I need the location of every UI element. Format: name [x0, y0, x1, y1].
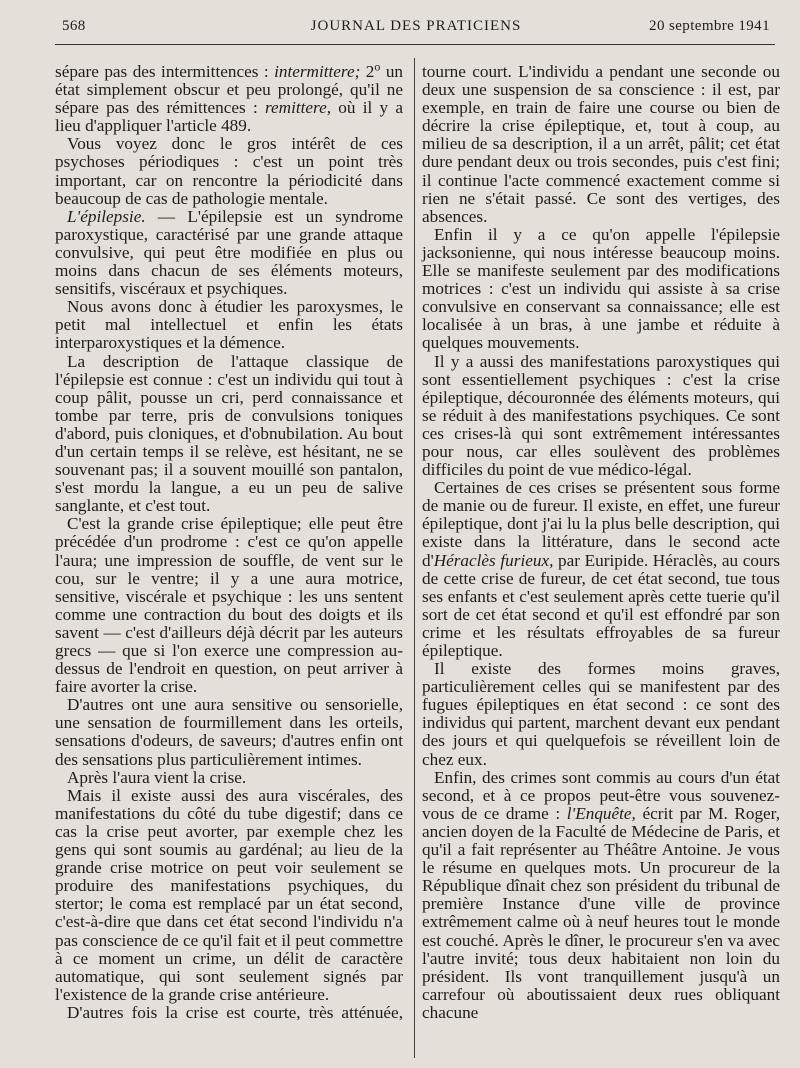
paragraph: Certaines de ces crises se présentent sous forme de manie ou de fureur. Il existe, en effet, une fureur épileptique, dont j'ai lu la plus belle description, qui existe dans la littérature, dans le second acte d'Héraclès furieux, par Euripide. Héraclès, au cours de cette crise de fureur, de cet état second, tue tous ses enfants et c'est seulement après cette tuerie qu'il sort de cet état second et qu'il est effondré par son crime et les résultats effroyables de sa fureur épileptique. [422, 478, 780, 660]
page-header [62, 18, 770, 40]
paragraph: L'épilepsie. — L'épilepsie est un syndrome paroxystique, caractérisé par une grande attaque convulsive, qui peut être modifiée en plus ou moins dans chacun de ses éléments moteurs, sensitifs, viscéraux et psychiques. [55, 206, 403, 299]
paragraph: Après l'aura vient la crise. [67, 767, 247, 787]
issue-date: 20 septembre 1941 [649, 18, 770, 34]
left-column [55, 59, 404, 1022]
paragraph: Nous avons donc à étudier les paroxysmes, le petit mal intellectuel et enfin les états interparoxystiques et la démence. [55, 297, 403, 353]
paragraph: Mais il existe aussi des aura viscérales, des manifestations du côté du tube digestif; dans ce cas la crise peut avorter, par exemple chez les gens qui sont soumis au gardénal; au lieu de la grande crise motrice on peut voir seulement se produire des manifestations psychiques, du stertor; le coma est remplacé par un état second, c'est-à-dire que dans cet état second l'individu n'a pas conscience de ce qu'il fait et il peut commettre à ce moment un crime, un délit de caractère automatique, qui sont seulement signés par l'existence de la grande crise antérieure. [55, 785, 403, 1004]
paragraph: Il existe des formes moins graves, particulièrement celles qui se manifestent par des fugues épileptiques en état second : ce sont des individus qui partent, marchent devant eux pendant des jours et qui quelquefois se réveillent loin de chez eux. [422, 659, 780, 769]
paragraph: sépare pas des intermittences : intermittere; 2$^o$ un état simplement obscur et peu prolongé, qu'il ne sépare pas des rémittences : remittere, où il y a lieu d'appliquer l'article 489. [55, 59, 404, 136]
section-heading: L'épilepsie. [67, 206, 146, 226]
paragraph: D'autres fois la crise est courte, très atténuée, [67, 1002, 403, 1022]
page-number: 568 [62, 18, 86, 34]
paragraph: Enfin il y a ce qu'on appelle l'épilepsie jacksonienne, qui nous intéresse beaucoup moins. Elle se manifeste seulement par des modifications motrices : c'est un individu qui assiste à sa crise convulsive en conservant sa connaissance; elle est localisée à un bras, à une jambe et réduite à quelques mouvements. [422, 224, 780, 353]
paragraph: Enfin, des crimes sont commis au cours d'un état second, et à ce propos peut-être vous souvenez-vous de ce drame : l'Enquête, écrit par M. Roger, ancien doyen de la Faculté de Médecine de Paris, et qu'il a fait représenter au Théâtre Antoine. Je vous le résume en quelques mots. Un procureur de la République dînait chez son président du tribunal de première Instance d'une ville de province extrêmement calme où à neuf heures tout le monde est couché. Après le dîner, le procureur s'en va avec l'autre invité; tous deux habitaient non loin du président. Ils vont tranquillement jusqu'à un carrefour où aboutissaient deux rues obliquant chacune [422, 767, 780, 1022]
paragraph: C'est la grande crise épileptique; elle peut être précédée d'un prodrome : c'est ce qu'on appelle l'aura; une impression de souffle, de vent sur le cou, sur le ventre; il y a une aura motrice, sensitive, viscérale et psychique : les uns sentent comme une contraction du bout des doigts et ils savent — c'est d'ailleurs déjà décrit par les auteurs grecs — que si l'on exerce une compression au-dessus de l'endroit en question, on peut arriver à faire avorter la crise. [55, 514, 403, 697]
journal-title: JOURNAL DES PRATICIENS [310, 18, 522, 34]
column-divider [414, 58, 415, 1058]
paragraph: La description de l'attaque classique de l'épilepsie est connue : c'est un individu qui tout à coup pâlit, pousse un cri, perd connaissance et tombe par terre, pris de convulsions toniques d'abord, puis cloniques, et d'obnubilation. Au bout d'un certain temps il se relève, est hésitant, ne se souvenant pas; il a souvent mouillé son pantalon, s'est mordu la langue, a eu un peu de salive sanglante, et c'est tout. [55, 351, 403, 516]
paragraph: Il y a aussi des manifestations paroxystiques qui sont essentiellement psychiques : c'est la crise épileptique, découronnée des éléments moteurs, qui se réduit à des manifestations psychiques. Ce sont ces crises-là qui sont extrêmement intéressantes pour nous, car elles soulèvent des problèmes difficiles du point de vue médico-légal. [422, 351, 780, 480]
paragraph: Vous voyez donc le gros intérêt de ces psychoses périodiques : c'est un point très important, car on rencontre la périodicité dans beaucoup de cas de pathologie mentale. [55, 134, 403, 208]
paragraph: D'autres ont une aura sensitive ou sensorielle, une sensation de fourmillement dans les orteils, sensations d'odeurs, de saveurs; d'autres enfin ont des sensations plus particulièrement intimes. [55, 695, 403, 769]
paragraph: tourne court. L'individu a pendant une seconde ou deux une suspension de sa conscience : il est, par exemple, en train de faire une course ou bien de décrire la crise épileptique, et, tout à coup, au milieu de sa description, il a un arrêt, pâlit; cet état dure pendant deux ou trois secondes, puis c'est fini; il continue l'acte commencé exactement comme si rien ne s'était passé. Ce sont des vertiges, des absences. [422, 62, 780, 226]
right-column [422, 63, 780, 1022]
header-rule [55, 44, 775, 45]
